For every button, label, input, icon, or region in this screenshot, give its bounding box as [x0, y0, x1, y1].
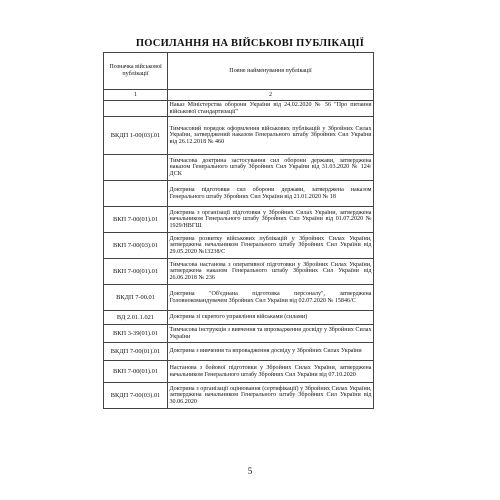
publication-code: ВКДП 7-00(01).01 [104, 343, 168, 361]
publication-code: ВКП 7-00(01).01 [104, 207, 168, 233]
publication-code: ВКП 7-00(03).01 [104, 233, 168, 259]
references-table [103, 52, 374, 409]
header-full-name: Повне найменування публікації [168, 53, 374, 90]
publication-code: ВКП 7-00(01).01 [104, 361, 168, 383]
page-number: 5 [247, 466, 253, 476]
publication-code: ВКП 7-00(01).01 [104, 259, 168, 285]
publication-title: Тимчасова настанова з оперативної підготовки у Збройних Силах України, затверджена наказом Генерального штабу Збройних Сил України від 26.06.2018 № 236 [168, 259, 374, 285]
table-row [104, 311, 374, 325]
table-header-row [104, 53, 374, 90]
publication-title: Доктрина з організації підготовки у Збройних Силах України, затверджена начальником Генерального штабу Збройних Сил України від 01.07.2020 № 1929/НВГШ [168, 207, 374, 233]
table-row [104, 259, 374, 285]
publication-title: Доктрина розвитку військових публікацій у Збройних Силах України, затверджена начальником Генерального штабу Збройних Сил України від 29.05.2020 №13238/С [168, 233, 374, 259]
publication-code: ВКДП 7-00.01 [104, 285, 168, 311]
header-designation: Позначка військової публікації [104, 53, 168, 90]
table-row [104, 117, 374, 155]
table-row [104, 155, 374, 181]
publication-title: Тимчасова доктрина застосування сил оборони держави, затверджена наказом Генерального штабу Збройних Сил України від 31.03.2020 № 124/ДСК [168, 155, 374, 181]
publication-title: Наказ Міністерства оборони України від 24.02.2020 № 56 "Про питання військової стандартизації" [169, 102, 372, 115]
table-row [104, 101, 374, 117]
publication-title: Настанова з бойової підготовки у Збройних Силах України, затверджена начальником Генерального штабу Збройних Сил України від 07.10.2020 [168, 361, 374, 383]
publication-code: ВКДП 7-00(03).01 [104, 383, 168, 409]
publication-code: ВКП 3-39(01).01 [104, 325, 168, 343]
publication-code [104, 155, 168, 181]
publication-title: Доктрина підготовки сил оборони держави, затверджена наказом Генерального штабу Збройних Сил України від 21.01.2020 № 18 [168, 181, 374, 207]
table-row [104, 233, 374, 259]
column-number: 2 [168, 90, 374, 101]
publication-title: Тимчасовий порядок оформлення військових публікацій у Збройних Силах України, затверджений наказом Генерального штабу Збройних Сил України від 26.12.2018 № 460 [168, 117, 374, 155]
publication-title: Тимчасова інструкція з вивчення та впровадження досвіду у Збройних Силах України [168, 325, 374, 343]
table-row [104, 285, 374, 311]
page-title: ПОСИЛАННЯ НА ВІЙСЬКОВІ ПУБЛІКАЦІЇ [135, 38, 365, 49]
publication-title: Доктрина "Об'єднана підготовка персоналу", затверджена Головнокомандувачем Збройних Сил України від 02.07.2020 № 15846/С [168, 285, 374, 311]
publication-code [104, 181, 168, 207]
publication-title: Доктрина з організації оцінювання (сертифікації) у Збройних Силах України, затверджена начальником Генерального штабу Збройних Сил України від 30.06.2020 [168, 383, 374, 409]
table-row [104, 207, 374, 233]
table-row [104, 343, 374, 361]
table-row [104, 325, 374, 343]
publication-code: ВКДП 1-00(03).01 [104, 117, 168, 155]
publication-title: Доктрина зі скритого управління військами (силами) [168, 311, 374, 325]
publication-code: ВД 2.01.1.021 [104, 311, 168, 325]
table-row [104, 181, 374, 207]
column-number-row [104, 90, 374, 101]
table-body [104, 90, 374, 409]
publication-title: Доктрина з вивчення та впровадження досвіду у Збройних Силах України [168, 343, 374, 361]
column-number: 1 [104, 90, 168, 101]
publication-code [104, 101, 168, 117]
table-row [104, 361, 374, 383]
table-row [104, 383, 374, 409]
